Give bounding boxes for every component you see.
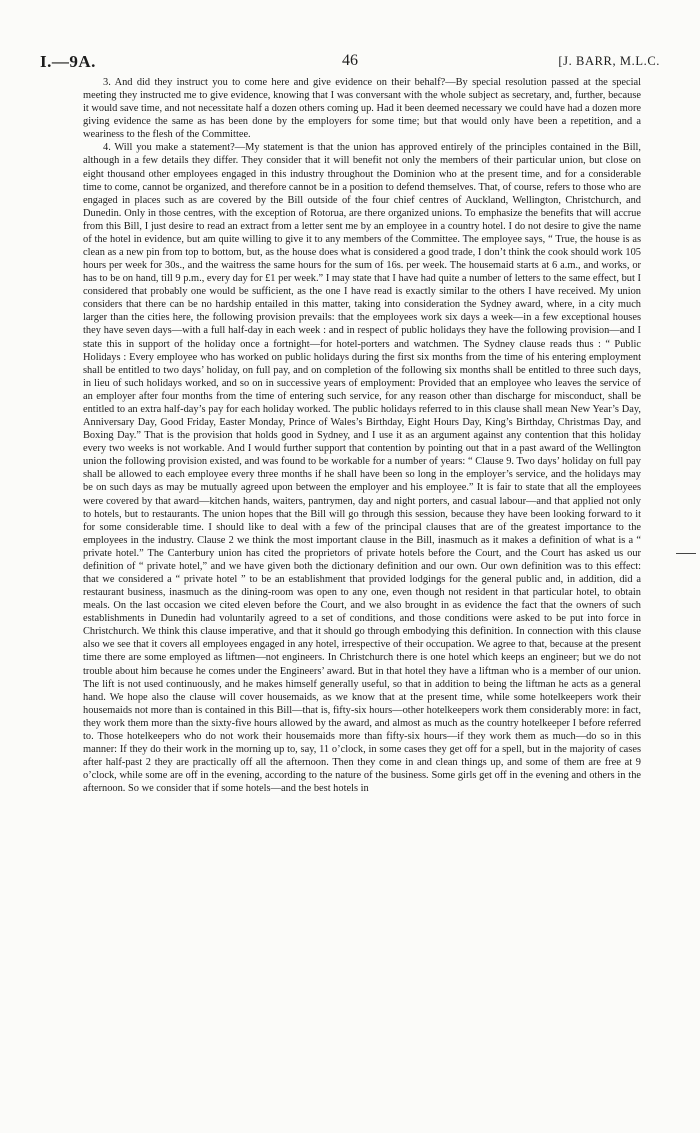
paragraph-question-3: 3. And did they instruct you to come here and give evidence on their behalf?—By special resolution passed at the special meeting they instructed me to give evidence, knowing that I was conversant with the whole subject as secretary, and, further, because it would save time, and not necessitate half a dozen others coming up. Had it been deemed necessary we could have had a dozen more giving evidence the same as has been done by the employers for some time; but that would only have been a repetition, and a weariness to the flesh of the Committee. [83, 77, 642, 141]
page-header [40, 52, 660, 72]
body-text [83, 76, 641, 795]
paragraph-question-4: 4. Will you make a statement?—My statement is that the union has approved entirely of the principles contained in the Bill, although in a few details they differ. They consider that it will benefit not only the members of their particular union, but close on eight thousand other employees engaged in this industry throughout the Dominion who at the present time, and for a considerable time to come, cannot be organized, and therefore cannot be in a position to defend themselves. That, of course, refers to those who are engaged in places such as are covered by the Bill outside of the four chief centres of Auckland, Wellington, Christchurch, and Dunedin. Only in those centres, with the exception of Rotorua, are there organized unions. To emphasize the benefits that will accrue from this Bill, I just desire to read an extract from a letter sent me by an employee in a country hotel. I do not desire to give the name of the hotel in evidence, but am quite willing to give it to any members of the Committee. The employee says, “ True, the house is as clean as a new pin from top to bottom, but, as the house does what is considered a good trade, I don’t think the cook should work 105 hours per week for 30s., and the waitress the same hours for the sum of 16s. per week. The housemaid starts at 6 a.m., and works, or has to be on hand, till 9 p.m., every day for £1 per week.” I may state that I have had quite a number of letters to the same effect, but I considered that probably one would be sufficient, as the one I have read is exactly similar to the others I have received. My union considers that there can be no hardship entailed in this matter, taking into consideration the Sydney award, where, in a city much larger than the cities here, the following provision prevails: that the employees work six days a week—in a few exceptional houses they have seven days—with a full half-day in each week : and in respect of public holidays they have the following provision—and I state this in support of the holiday once a fortnight—for hotel-porters and watchmen. The Sydney clause reads thus : “ Public Holidays : Every employee who has worked on public holidays during the first six months from the time of his entering employment shall be entitled to two days’ holiday, on full pay, and on completion of the following six months shall be entitled to three such days, in lieu of such holidays worked, and so on in successive years of employment: Provided that an employee who leaves the service of an employer after four months from the time of entering such service, for any reason other than discharge for misconduct, shall be entitled to an extra half-day’s pay for each holiday worked. The public holidays referred to in this clause shall mean New Year’s Day, Anniversary Day, Good Friday, Easter Monday, Prince of Wales’s Birthday, Eight Hours Day, King’s Birthday, Christmas Day, and Boxing Day.” That is the provision that holds good in Sydney, and I use it as an argument against any contention that this holiday every two weeks is not workable. And I would further support that contention by pointing out that in a past award of the Wellington union the following provision existed, and was found to be workable for a number of years: “ Clause 9. Two days’ holiday on full pay shall be allowed to each employee every three months if he shall have been so long in the employer’s service, and the holidays may be on such days as may be mutually agreed upon between the employer and his employee.” It is fair to state that all the employees were covered by that award—kitchen hands, waiters, pantrymen, day and night porters, and casual labour—and that applied not only to hotels, but to restaurants. The union hopes that the Bill will go through this session, because they have been looking forward to it for some considerable time. I should like to deal with a few of the principal clauses that are of the greatest importance to the employees in the industry. Clause 2 we think the most important clause in the Bill, inasmuch as it makes a definition of what is a “ private hotel.” The Canterbury union has cited the proprietors of private hotels before the Court, and the Court has asked us our definition of “ private hotel,” and we have given both the dictionary definition and our own. Our own definition was to this effect: that we considered a “ private hotel ” to be an establishment that provided lodgings for the general public and, in addition, did a restaurant business, inasmuch as the dining-room was open to any one, even though not resident in that particular hotel, to obtain meals. On the last occasion we cited eleven before the Court, and we also brought in as evidence the fact that the owners of such establishments in Dunedin had voluntarily agreed to a set of conditions, and those conditions were asked to be put into force in Christchurch. We think this clause imperative, and that it should go through embodying this definition. In connection with this clause also we see that it covers all employees engaged in any hotel, irrespective of their occupation. We agree to that, because at the present time there are some employed as liftmen—not engineers. In Christchurch there is one hotel which keeps an engineer; but we do not trouble about him because he comes under the Engineers’ award. But in that hotel they have a liftman who is a member of our union. The lift is not used continuously, and he makes himself generally useful, so that in addition to being the liftman he acts as a general hand. We hope also the clause will cover housemaids, as we know that at the present time, while some hotelkeepers work their housemaids not more than is contained in this Bill—that is, fifty-six hours—other hotelkeepers work them considerably more: in fact, they work them more than the sixty-five hours allowed by the award, and almost as much as the country hotelkeeper I before referred to. Those hotelkeepers who do not work their housemaids more than fifty-six hours—if they work them as much—do so in this manner: If they do their work in the morning up to, say, 11 o’clock, in some cases they get off for a spell, but in the majority of cases after half-past 2 they are practically off all the afternoon. Then they come in and clean things up, and some of them are free at 9 o’clock, while some are off in the evening, according to the nature of the business. Some girls get off in the evening and others in the afternoon. So we consider that if some hotels—and the best hotels in [83, 142, 641, 795]
document-reference: I.—9A. [40, 52, 96, 71]
witness-name: [J. BARR, M.L.C. [558, 54, 660, 68]
margin-rule [676, 553, 696, 554]
page-number: 46 [342, 52, 358, 69]
